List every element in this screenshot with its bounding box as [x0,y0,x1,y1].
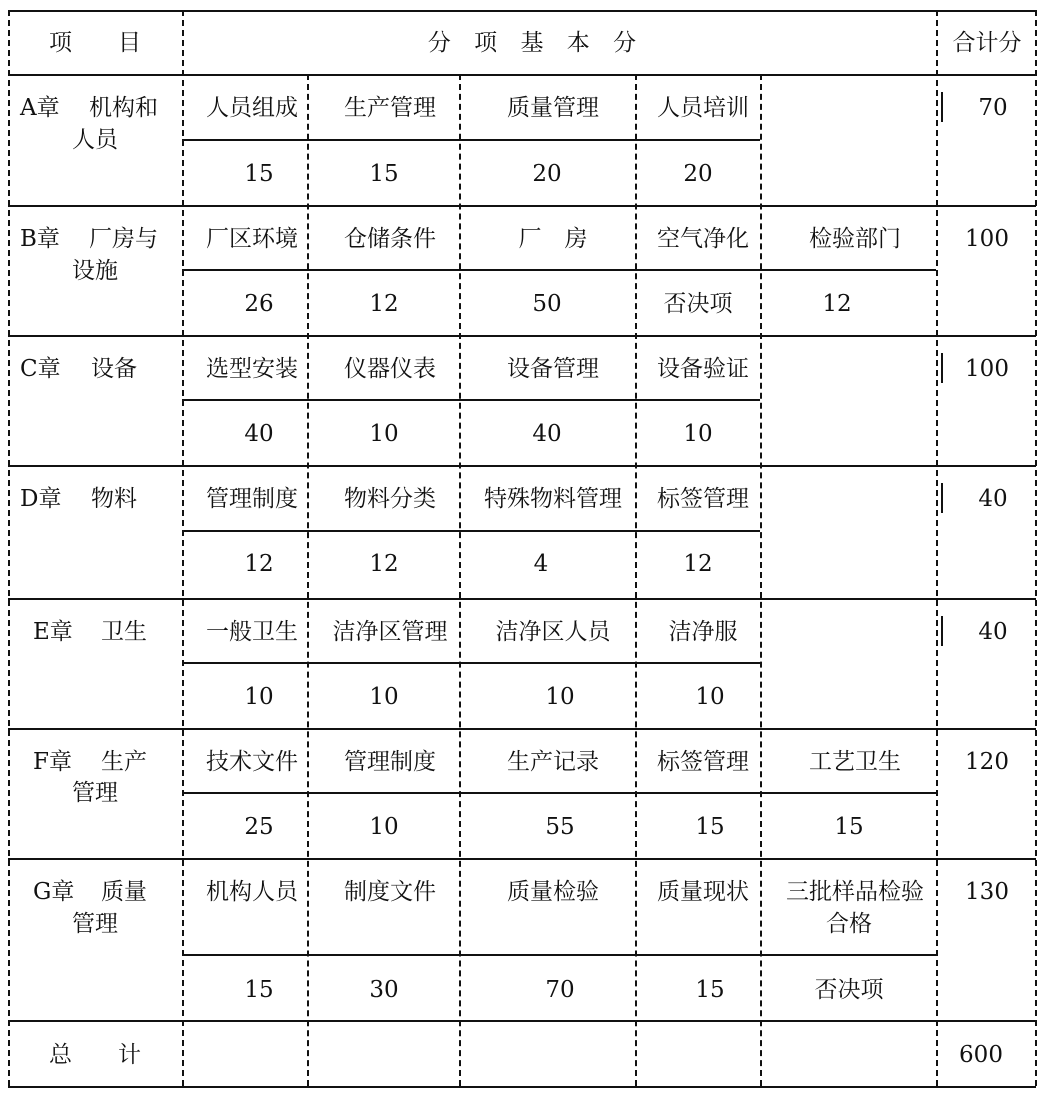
c-item-3: 设备管理 [507,356,599,382]
b-score-3: 50 [532,291,562,317]
g-item-2: 制度文件 [344,879,436,905]
tick-c [941,353,943,383]
g-score-4: 15 [695,977,725,1003]
header-item: 项 目 [49,30,141,56]
b-item-3: 厂 房 [518,226,588,252]
c-item-2: 仪器仪表 [344,356,436,382]
rule-row-d [8,598,1036,600]
chapter-d-name-1: 物料 [91,486,137,512]
chapter-b-name-1: 厂房与 [89,226,158,252]
summary-total: 600 [959,1042,1003,1068]
g-score-5: 否决项 [814,977,884,1003]
b-score-1: 26 [244,291,274,317]
chapter-b-name-2: 设施 [72,258,118,284]
rule-col-right [1035,10,1037,1086]
e-item-2: 洁净区管理 [332,619,448,645]
a-item-3: 质量管理 [507,95,599,121]
f-item-3: 生产记录 [507,749,599,775]
rule-col-left [8,10,10,1086]
g-item-5-line-2: 合格 [826,911,872,937]
b-item-1: 厂区环境 [206,226,298,252]
f-total: 120 [965,749,1009,775]
f-score-1: 25 [244,814,274,840]
e-score-2: 10 [369,684,399,710]
b-score-4: 否决项 [663,291,733,317]
a-total: 70 [978,95,1008,121]
c-item-4: 设备验证 [657,356,749,382]
rule-col-sub-3 [635,74,637,1086]
rule-inner-a [182,139,760,141]
chapter-c-name-1: 设备 [91,356,137,382]
d-item-4: 标签管理 [657,486,749,512]
d-score-1: 12 [244,551,274,577]
d-total: 40 [978,486,1008,512]
g-score-2: 30 [369,977,399,1003]
f-item-5: 工艺卫生 [809,749,901,775]
header-total: 合计分 [952,30,1022,56]
chapter-g-name-2: 管理 [72,911,118,937]
chapter-a-label: A章 [20,95,60,121]
e-score-3: 10 [545,684,575,710]
g-score-3: 70 [545,977,575,1003]
f-item-4: 标签管理 [657,749,749,775]
tick-a [941,92,943,122]
b-score-2: 12 [369,291,399,317]
rule-top [8,10,1036,12]
a-score-1: 15 [244,161,274,187]
summary-label: 总 计 [49,1042,141,1068]
chapter-e-label: E章 [33,619,73,645]
f-item-1: 技术文件 [206,749,298,775]
d-item-2: 物料分类 [344,486,436,512]
f-score-3: 55 [545,814,575,840]
a-item-4: 人员培训 [657,95,749,121]
chapter-g-label: G章 [33,879,75,905]
g-total: 130 [965,879,1009,905]
rule-row-b [8,335,1036,337]
rule-inner-d [182,530,760,532]
chapter-a-name-1: 机构和 [89,95,158,121]
chapter-d-label: D章 [20,486,62,512]
rule-header [8,74,1036,76]
c-score-3: 40 [532,421,562,447]
rule-inner-f [182,792,936,794]
g-item-3: 质量检验 [507,879,599,905]
b-total: 100 [965,226,1009,252]
a-score-4: 20 [683,161,713,187]
d-item-1: 管理制度 [206,486,298,512]
c-item-1: 选型安装 [206,356,298,382]
a-score-2: 15 [369,161,399,187]
rule-col-sub-4 [760,74,762,1086]
d-score-3: 4 [533,551,549,577]
e-item-4: 洁净服 [668,619,738,645]
rule-bottom [8,1086,1036,1088]
chapter-b-label: B章 [20,226,60,252]
tick-e [941,616,943,646]
rule-row-a [8,205,1036,207]
d-item-3: 特殊物料管理 [484,486,622,512]
rule-row-f [8,858,1036,860]
chapter-f-name-1: 生产 [101,749,147,775]
a-item-1: 人员组成 [206,95,298,121]
rule-col-item [182,10,184,1086]
rule-inner-g [182,954,936,956]
f-score-4: 15 [695,814,725,840]
rule-row-g [8,1020,1036,1022]
chapter-a-name-2: 人员 [72,127,118,153]
header-sub-scores: 分 项 基 本 分 [427,30,645,56]
b-item-5: 检验部门 [809,226,901,252]
d-score-4: 12 [683,551,713,577]
e-item-1: 一般卫生 [206,619,298,645]
e-item-3: 洁净区人员 [495,619,611,645]
d-score-2: 12 [369,551,399,577]
g-score-1: 15 [244,977,274,1003]
a-score-3: 20 [532,161,562,187]
rule-inner-e [182,662,760,664]
chapter-e-name-1: 卫生 [101,619,147,645]
chapter-f-label: F章 [33,749,72,775]
g-item-4: 质量现状 [657,879,749,905]
rule-col-sub-2 [459,74,461,1086]
rule-row-c [8,465,1036,467]
rule-col-total [936,10,938,1086]
g-item-1: 机构人员 [206,879,298,905]
rule-col-sub-1 [307,74,309,1086]
c-score-1: 40 [244,421,274,447]
rule-inner-c [182,399,760,401]
e-score-1: 10 [244,684,274,710]
e-total: 40 [978,619,1008,645]
tick-d [941,483,943,513]
c-score-2: 10 [369,421,399,447]
a-item-2: 生产管理 [344,95,436,121]
f-score-2: 10 [369,814,399,840]
e-score-4: 10 [695,684,725,710]
rule-row-e [8,728,1036,730]
f-score-5: 15 [834,814,864,840]
c-total: 100 [965,356,1009,382]
g-item-5-line-1: 三批样品检验 [786,879,924,905]
f-item-2: 管理制度 [344,749,436,775]
chapter-g-name-1: 质量 [101,879,147,905]
c-score-4: 10 [683,421,713,447]
b-item-4: 空气净化 [657,226,749,252]
chapter-f-name-2: 管理 [72,780,118,806]
b-item-2: 仓储条件 [344,226,436,252]
rule-inner-b [182,269,936,271]
chapter-c-label: C章 [20,356,61,382]
b-score-5: 12 [822,291,852,317]
